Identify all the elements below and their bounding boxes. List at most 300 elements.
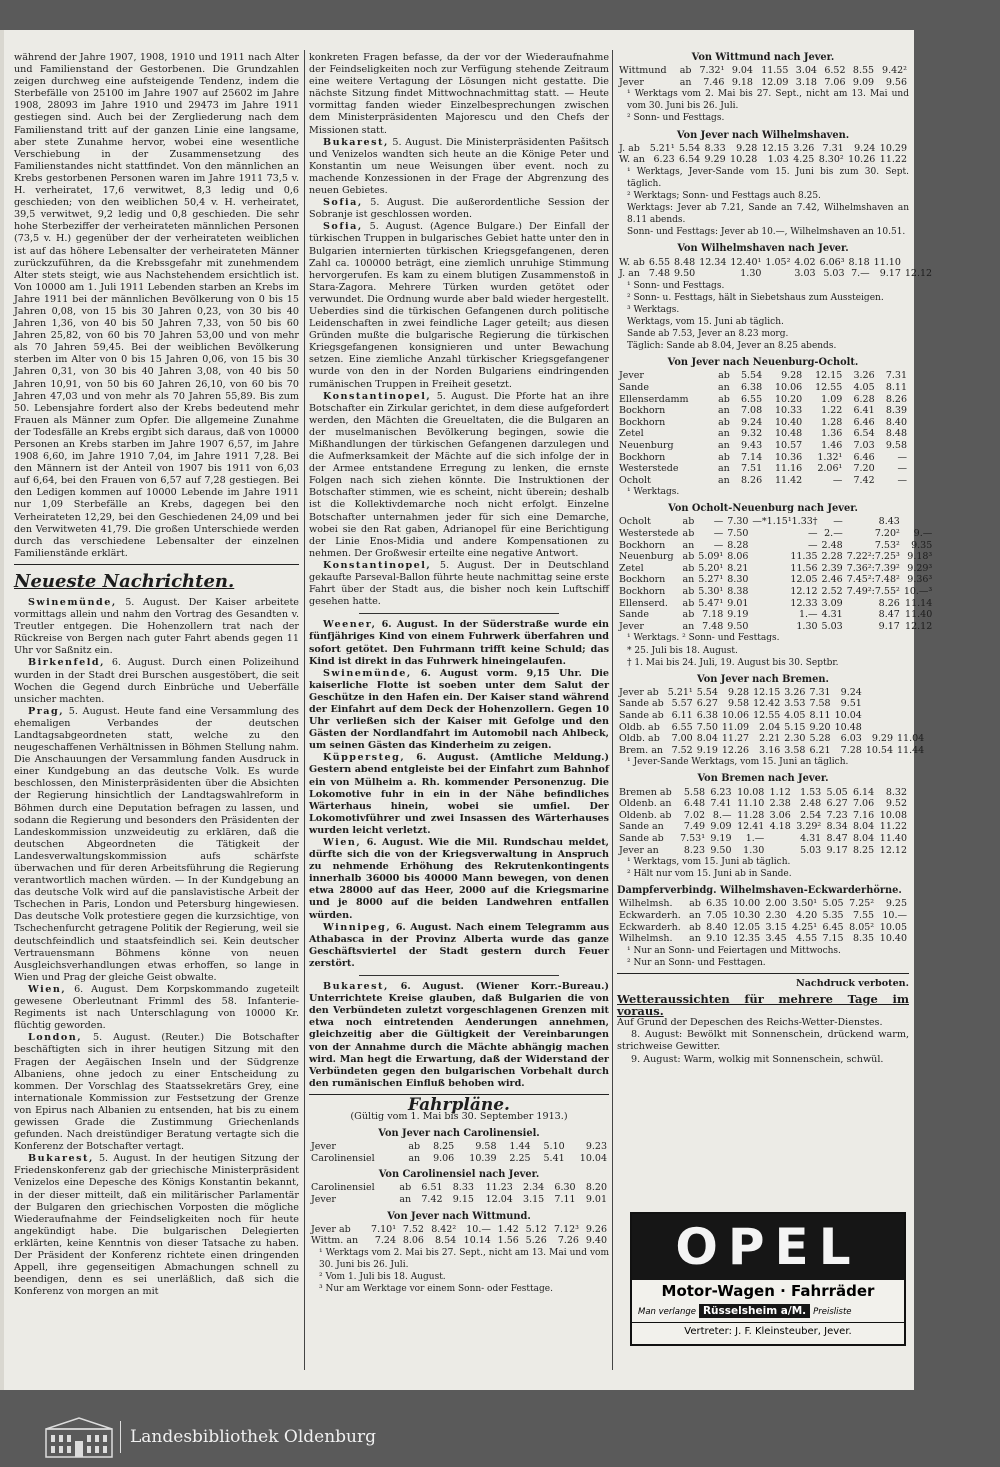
time-cell: an (718, 428, 730, 440)
time-cell: 9.50 (727, 620, 749, 632)
time-cell: an (718, 381, 730, 393)
column-rule (612, 50, 613, 1370)
timetable-row (617, 810, 909, 822)
time-cell: 6.06³ (819, 256, 845, 268)
time-cell: 9.24 (840, 686, 862, 698)
time-cell: 4.25 (793, 154, 815, 166)
time-cell: 5.41 (543, 1152, 565, 1164)
news-item: Wien, 6. August. Dem Korpskommando zugeteilt gewesene Oberleutnant Frimml des 58. Infanterie-Regiments ist nach Unterschlagung von 10000 Kr. flüchtig geworden. (14, 983, 299, 1032)
footnote: ¹ Werktags vom 2. Mai bis 27. Sept., nicht am 13. Mai und vom 30. Juni bis 26. Juli. (627, 89, 909, 112)
time-cell: 7.00 (671, 733, 693, 745)
time-cell: 9.15 (452, 1194, 474, 1206)
ad-pricelist-line: Man verlange Rüsselsheim a/M. Preisliste (638, 1305, 852, 1317)
station-cell: Neuenburg (619, 551, 674, 563)
timetable-row (617, 440, 909, 452)
station-cell: Zetel (619, 562, 644, 574)
time-cell: 5.57 (671, 698, 693, 710)
time-cell: 9.19 (710, 832, 732, 844)
time-cell: 8.06 (402, 1235, 424, 1247)
timetable-title: Von Jever nach Neuenburg-Ocholt. (667, 357, 859, 369)
footnotes (309, 1247, 609, 1295)
news-item: Bukarest, 5. August. In der heutigen Sitzung der Friedenskonferenz gab der griechische Ministerpräsident Venizelos eine Depesche des Königs Konstantin bekannt, in der dieser mitteilt, daß ein militärischer Parlamentär der Bulgaren den griechischen Vorposten die mögliche Wiederaufnahme der Feindseligkeiten noch für heute angekündigt habe. Die bulgarischen Delegierten erklärten, keine Kenntnis von dieser Tatsache zu haben. Der Präsident der Konferenz richtete einen dringenden Appell, ihre gegenseitigen Abmachungen schnell zu beendigen, denn es sei unerläßlich, daß sich die Konferenz von morgen an mit (14, 1153, 299, 1298)
time-cell: 4.31 (821, 609, 843, 621)
timetable-row (617, 268, 934, 280)
time-cell: 10.40 (879, 933, 907, 945)
station-cell: Oldenb. an (619, 798, 672, 810)
time-cell: 6.46 (853, 451, 875, 463)
time-cell (766, 833, 792, 845)
time-cell: 9.52 (885, 798, 907, 810)
time-cell: 6.21 (809, 744, 831, 756)
time-cell: 12.40¹ (730, 256, 762, 268)
time-cell: 10.08 (737, 786, 765, 798)
timetable-row (617, 821, 909, 833)
time-cell: 3.04 (795, 65, 817, 77)
time-cell: 3.09 (821, 597, 843, 609)
footnote: Sonn- und Festtags: Jever ab 10.—, Wilhelmshaven an 10.51. (627, 227, 906, 238)
time-cell: 7.20 (853, 463, 875, 475)
time-cell: 9.28 (781, 370, 803, 382)
time-cell: — (808, 528, 818, 540)
article-krebs: während der Jahre 1907, 1908, 1910 und 1911 nach Alter und Familienstand der Gestorbenen. Die Grundzahlen zeigen durchweg eine aufsteigende Tendenz, indem die Sterbefälle von 25100 im Jahre 1907 auf 25602 im Jahre 1908, 28093 im Jahre 1910 und 29473 im Jahre 1911 gestiegen sind. Auch bei der Zergliederung nach dem Familienstand tritt auf der ganzen Linie eine langsame, aber stete Zunahme hervor, wobei eine wesentliche Verschiebung in der Zusammensetzung des Familienstandes nicht stattfindet. Von den männlichen an Krebs gestorbenen Personen waren im Jahre 1911 73,5 v. H. verheiratet, 17,6 verwitwet, 8,3 ledig und 0,6 geschieden; von den weiblichen 50,4 v. H. verheiratet, 39,5 verwitwet, 9,2 ledig und 0,8 geschieden. Die sehr hohe Sterbeziffer der verheirateten männlichen Personen (73,5 v. H.) gegenüber der der verheirateten weiblichen ist auf das höhere Lebensalter der verheirateten Männer zurückzuführen, da die Krebssgefahr mit zunehmendem Alter stets steigt, wie aus Nachstehendem ersichtlich ist. Von 10000 am 1. Juli 1911 Lebenden starben an Krebs im Jahre 1911 bei der männlichen Bevölkerung von 0 bis 15 Jahren 0,08, von 15 bis 30 Jahren 0,23, von 30 bis 40 Jahren 1,36, von 40 bis 50 Jahren 7,33, von 50 bis 60 Jahren 25,82, von 60 bis 70 Jahren 53,00 und von mehr als 70 Jahren 59,45. Bei der weiblichen Bevölkerung sterben im Alter von 0 bis 15 Jahren 0,06, von 15 bis 30 Jahren 0,31, von 30 bis 40 Jahren 3,08, von 40 bis 50 Jahren 10,91, von 50 bis 60 Jahren 26,10, von 60 bis 70 Jahren 47,03 und von mehr als 70 Jahren 55,89. Bis zum 50. Lebensjahre fordert also der Krebs bedeutend mehr Frauen als Männer zum Opfer. Die allgemeine Zunahme der Todesfälle an Krebs ergibt sich daraus, daß von 10000 Personen an Krebs starben im Jahre 1907 6,57, im Jahre 1908 6,60, im Jahre 1910 7,04, im Jahre 1911 7,28. Bei den Männern ist der Anteil von 1907 bis 1911 von 6,03 auf 6,64, bei den Frauen von 6,57 auf 7,28 gestiegen. Bei den Ledigen kommen auf 10000 Lebende im Jahre 1911 nur 1,09 Sterbefälle an Krebs, dagegen bei den Verheirateten 12,29, bei den Geschiedenen 24,09 und bei den Verwitweten 41,79. Die großen Unterschiede werden durch das verschiedene Lebensalter der einzelnen Familienstände erklärt. (14, 52, 299, 559)
time-cell: 8.40 (885, 416, 907, 428)
station-cell: Bremen ab (619, 786, 672, 798)
reprint-notice: Nachdruck verboten. (795, 977, 909, 989)
timetable-row (617, 687, 926, 699)
time-cell: 10.05 (879, 921, 907, 933)
time-cell: 7.31 (809, 686, 831, 698)
time-cell: 3.26 (784, 686, 806, 698)
timetable-title: Von Ocholt-Neuenburg nach Jever. (668, 503, 858, 515)
station-cell: Jever (311, 1194, 336, 1206)
time-cell: 8.26 (885, 393, 907, 405)
time-cell: 6.03 (840, 733, 862, 745)
time-cell: 3.26 (853, 370, 875, 382)
time-cell: 12.33 (790, 597, 818, 609)
timetable (309, 1182, 609, 1205)
bulletin-item: Weener, 6. August. In der Süderstraße wurde ein fünfjähriges Kind von einem Fuhrwerk überfahren und sofort getötet. Den Fuhrmann trifft keine Schuld; das Kind ist direkt in das Fuhrwerk hineingelaufen. (309, 619, 610, 667)
footnote: ¹ Werktags, Jever-Sande vom 15. Juni bis zum 30. Sept. täglich. (627, 166, 909, 189)
time-cell: 1.03 (767, 154, 789, 166)
timetable-row (617, 540, 934, 552)
time-cell: 3.26 (793, 142, 815, 154)
time-cell: 10.04 (579, 1152, 607, 1164)
time-cell: 8.23 (683, 844, 706, 856)
weather-forecast: 9. August: Warm, wolkig mit Sonnenschein, schwül. (631, 1053, 884, 1065)
time-cell: 6.41 (853, 405, 875, 417)
timetable-row (617, 898, 909, 910)
time-cell: 12.04 (485, 1194, 513, 1206)
timetable-row (617, 428, 909, 440)
time-cell: 7.16 (852, 809, 875, 821)
time-cell: 7.28 (840, 744, 862, 756)
time-cell: 8.26 (740, 474, 763, 486)
time-cell: 8.04 (852, 821, 875, 833)
time-cell: 2.54 (800, 809, 822, 821)
time-cell: 8.25 (433, 1141, 455, 1153)
time-cell: 1.30 (796, 620, 818, 632)
footnotes (617, 88, 909, 124)
time-cell: 10.48 (775, 428, 803, 440)
timetable-title: Von Jever nach Carolinensiel. (378, 1128, 540, 1140)
timetable-row (617, 417, 909, 429)
time-cell: — (833, 516, 843, 528)
timetable-row (617, 733, 926, 745)
time-cell: 9.58 (885, 439, 907, 451)
time-cell: 7.50 (727, 528, 749, 540)
library-name: Landesbibliothek Oldenburg (130, 1427, 377, 1447)
station-cell: Bockhorn (619, 405, 666, 417)
timetable-row (617, 154, 909, 166)
footnotes (617, 945, 909, 969)
timetable-row (617, 710, 926, 722)
time-cell: 4.05 (853, 381, 875, 393)
time-cell: 8.25 (852, 844, 875, 856)
station-cell: Wilhelmsh. (619, 933, 673, 945)
news-continued: konkreten Fragen befasse, da der vor der Wiederaufnahme der Feindseligkeiten noch zur Verfügung stehende Zeitraum eine weitere Vertagung der Lösungen nicht gestatte. Die nächste Sitzung findet Mittwochnachmittag statt. — Heute vormittag fanden wieder Einzelbesprechungen zwischen dem Ministerpräsidenten Majorescu und den Chefs der Missionen statt. (309, 52, 609, 136)
time-cell: — (897, 463, 907, 475)
footnote: ¹ Werktags, vom 15. Juni ab täglich. (627, 857, 791, 868)
divider (359, 975, 559, 976)
time-cell: 5.20¹ (698, 562, 724, 574)
station-cell: Sande ab (619, 832, 664, 844)
time-cell: 5.03 (823, 268, 845, 280)
time-cell: 5.54 (679, 142, 701, 154)
footnote: Täglich: Sande ab 8.04, Jever an 8.25 abends. (627, 341, 837, 352)
time-cell: an (682, 620, 695, 632)
time-cell: 5.03 (821, 620, 843, 632)
time-cell: 7.58 (809, 698, 831, 710)
time-cell: 5.54 (696, 686, 718, 698)
time-cell: 12.15 (761, 142, 789, 154)
time-cell: 5.12 (525, 1223, 547, 1235)
time-cell: 2.34 (523, 1182, 545, 1194)
time-cell: 7.42 (421, 1194, 443, 1206)
timetable-row (309, 1224, 609, 1236)
time-cell: 8.42² (431, 1223, 457, 1235)
time-cell: 10.— (882, 909, 907, 921)
time-cell: 3.15 (765, 921, 787, 933)
time-cell: 12.15 (753, 686, 781, 698)
time-cell: — (897, 474, 907, 486)
time-cell (697, 268, 728, 280)
timetable-title: Von Jever nach Bremen. (697, 673, 829, 685)
footnote: ¹ Werktags. (627, 487, 680, 498)
footnote: ² Werktags; Sonn- und Festtags auch 8.25. (627, 191, 821, 202)
time-cell: 12.41 (737, 821, 765, 833)
time-cell: 4.25¹ (792, 921, 818, 933)
timetable (617, 687, 926, 757)
time-cell: 6.30 (554, 1182, 576, 1194)
time-cell: 5.35 (822, 909, 844, 921)
time-cell: 9.17 (826, 844, 848, 856)
time-cell: 2.06¹ (817, 463, 843, 475)
time-cell: 5.05 (822, 898, 844, 910)
time-cell: 1.22 (821, 405, 843, 417)
time-cell: — (713, 539, 724, 551)
time-cell: — (808, 539, 818, 551)
time-cell: 9.17 (878, 620, 900, 632)
bulletin-item: Swinemünde, 6. August vorm. 9,15 Uhr. Die kaiserliche Flotte ist soeben unter dem Salut der Geschütze in den Hafen ein. Der Kaiser stand während der Einfahrt auf dem Deck der Hohenzollern. Gegen 10 Uhr verließen sich der Kaiser mit Gefolge und den Gästen der Nordlandfahrt im Automobil nach Ahlbeck, um seinen Gästen das Kinderheim zu zeigen. (309, 667, 609, 752)
time-cell: 5.15 (784, 721, 806, 733)
timetable-row (617, 574, 934, 586)
timetable-row (617, 516, 934, 528)
time-cell: 9.29 (871, 733, 894, 745)
station-cell: Zetel (619, 428, 644, 440)
time-cell: 7.12³ (554, 1223, 579, 1235)
time-cell: 6.54 (679, 154, 701, 166)
time-cell: 9.24 (740, 416, 763, 428)
station-cell: Oldb. ab (619, 733, 660, 745)
time-cell: ab (682, 609, 695, 621)
timetable-row (617, 528, 934, 540)
time-cell: 5.26 (525, 1235, 547, 1247)
station-cell: Ocholt (619, 516, 651, 528)
ad-representative: Vertreter: J. F. Kleinsteuber, Jever. (632, 1322, 904, 1337)
station-cell: Sande (619, 381, 649, 393)
time-cell: 8.34 (826, 821, 848, 833)
footnote: ¹ Sonn- und Festtags. (627, 280, 725, 291)
time-cell: 3.29² (796, 821, 822, 833)
weather-source: Auf Grund der Depeschen des Reichs-Wetter-Dienstes. (617, 1017, 883, 1029)
timetable-row (309, 1141, 609, 1153)
station-cell: Westerstede (619, 463, 679, 475)
station-cell: Wittm. an (311, 1235, 359, 1247)
time-cell: 9.01 (727, 597, 749, 609)
timetable-title: Von Wittmund nach Jever. (691, 52, 835, 63)
time-cell: an (682, 574, 695, 586)
station-cell: Westerstede (619, 528, 679, 540)
time-cell: 7.31 (885, 370, 907, 382)
time-cell: 9.20 (809, 721, 831, 733)
time-cell: ab (718, 416, 730, 428)
time-cell: 7.41 (710, 798, 732, 810)
time-cell: 5.21¹ (667, 686, 693, 698)
time-cell: 7.46 (703, 76, 725, 88)
divider (617, 973, 909, 974)
time-cell: 9.36³ (907, 574, 933, 586)
time-cell: 8.30² (818, 154, 844, 166)
time-cell: 11.22 (879, 821, 907, 833)
time-cell: 1.30 (740, 268, 762, 280)
station-cell: Carolinensiel (311, 1152, 375, 1164)
time-cell: 5.03 (800, 844, 822, 856)
divider (14, 564, 299, 565)
news-item: Konstantinopel, 5. August. Die Pforte hat an ihre Botschafter ein Zirkular gerichtet, in dem diese aufgefordert werden, den Mächten die Greueltaten, die die Bulgaren an der muselmanischen Bevölkerung begingen, sowie die Mißhandlungen der türkischen Gefangenen darzulegen und die Aufmerksamkeit der Mächte auf die sich infolge der in der Armee entstandene Erregung zu lenken, die ernste Folgen nach sich ziehen könnte. Die Instruktionen der Botschafter stimmen, wie es scheint, nicht überein; deshalb ist die Kollektivdemarche noch nicht erfolgt. Einzelne Botschafter unternahmen jeder für sich eine Demarche, wobei sie den Rat gaben, Adrianopel für eine Berichtigung der Linie Enos-Midia und andere Kompensationen zu nehmen. Der Großwesir erteilte eine negative Antwort. (309, 390, 609, 559)
time-cell: 9.56 (885, 76, 907, 88)
time-cell: 3.45 (765, 933, 787, 945)
time-cell: 12.12 (905, 620, 933, 632)
time-cell: 7.05 (706, 909, 728, 921)
station-cell: J. ab (619, 142, 640, 154)
time-cell: 1.05² (765, 256, 791, 268)
time-cell: 7.06 (824, 76, 846, 88)
footnotes (617, 280, 909, 353)
timetable-row (617, 475, 909, 487)
time-cell: 11.23 (485, 1182, 513, 1194)
time-cell: ab (682, 597, 695, 609)
time-cell: 7.42 (853, 474, 875, 486)
time-cell: 2.30 (765, 909, 787, 921)
time-cell: 12.55 (753, 709, 781, 721)
news-item: Prag, 5. August. Heute fand eine Versammlung des ehemaligen Verbandes der deutschen Landtagsabgeordneten statt, welche zu den neugeschaffenen Verhältnissen in Böhmen Stellung nahm. Die Anschauungen der Versammlung fanden Ausdruck in einer Kundgebung an das deutsche Volk. Es wurde beschlossen, den Ministerpräsidenten über die Absichten der Regierung hinsichtlich der Landtagswahlreform in Böhmen durch eine Deputation befragen zu lassen, und sodann die Regierung und besonders den Präsidenten der Landeskommission unzweideutig zu erklären, daß die deutschen Abgeordneten die Tätigkeit der Landesverwaltungskommission aufs schärfste überwachen und für deren Arbeitsführung die Regierung verantwortlich machen würden. — In der Kundgebung an das deutsche Volk wird auf die panslavistische Arbeit der Tschechen in Paris, London und Petersburg hingewiesen. Das deutsche Volk protestiere gegen die kurzsichtige, von Tschechenfurcht getragene Politik der Regierung, weil sie deutschfeindlich und staatsfeindlich sei. Kein deutscher Vertrauensmann Böhmens könne von neuen Ausgleichsverhandlungen etwas erhoffen, so lange in Wien und Prag der gleiche Geist obwalte. (14, 705, 299, 983)
time-cell: 9.28 (727, 686, 750, 698)
time-cell: 11.04 (897, 733, 925, 745)
time-cell: 7.36²:7.39² (846, 562, 900, 574)
time-cell: 10.— (466, 1223, 491, 1235)
time-cell: 5.28 (809, 733, 831, 745)
time-cell: 6.23 (653, 154, 675, 166)
time-cell: 10.33 (775, 405, 803, 417)
time-cell: 11.40 (905, 609, 933, 621)
time-cell: 11.42 (775, 474, 803, 486)
time-cell: 6.51 (421, 1182, 443, 1194)
time-cell: 11.10 (737, 798, 765, 810)
time-cell: 10.14 (463, 1235, 491, 1247)
time-cell: 8.21 (727, 562, 749, 574)
time-cell: 7.31 (822, 142, 844, 154)
time-cell: 6.14 (852, 786, 875, 798)
time-cell: 12.05 (732, 921, 761, 933)
time-cell: 3.58 (784, 744, 806, 756)
time-cell: ab (689, 898, 701, 910)
time-cell: ab (408, 1141, 421, 1153)
footnote: * 25. Juli bis 18. August. (627, 645, 738, 656)
timetable-row (309, 1235, 609, 1247)
station-cell: Jever (619, 370, 644, 382)
footnote: ² Sonn- u. Festtags, hält in Siebetshaus zum Aussteigen. (627, 292, 884, 303)
time-cell: 6.38 (696, 709, 718, 721)
time-cell: 3.06 (769, 809, 791, 821)
station-cell: Ellenserd. (619, 597, 668, 609)
timetable-row (617, 910, 909, 922)
time-cell: 9.09 (710, 821, 732, 833)
time-cell: 2.— (824, 528, 843, 540)
time-cell: 9.10 (706, 933, 728, 945)
weather-forecast: 8. August: Bewölkt mit Sonnenschein, drückend warm, strichweise Gewitter. (617, 1029, 909, 1053)
time-cell: 7.45²:7.48² (846, 574, 900, 586)
time-cell: 10.26 (848, 154, 876, 166)
time-cell: 7.10¹ (371, 1223, 397, 1235)
footnotes (617, 632, 909, 668)
time-cell: 12.42 (753, 698, 781, 710)
time-cell: an (679, 76, 692, 88)
station-cell: Eckwarderh. (619, 909, 681, 921)
station-cell: Oldb. ab (619, 721, 660, 733)
footnote: Werktags: Jever ab 7.21, Sande an 7.42, Wilhelmshaven an 8.11 abends. (627, 203, 909, 226)
timetable (617, 143, 909, 166)
bulletin-item: Küppersteg, 6. August. (Amtliche Meldung.) Gestern abend entgleiste bei der Einfahrt zum Bahnhof ein von Mülheim a. Rh. kommender Personenzug. Die Lokomotive fuhr in ein in der Nähe befindliches Wärterhaus hinein, wobei sie umfiel. Der Lokomotivführer und zwei Insassen des Wärterhauses wurden leicht verletzt. (309, 752, 610, 836)
time-cell: 12.55 (815, 381, 843, 393)
time-cell: 9.04 (731, 65, 753, 77)
time-cell: 4.55 (795, 933, 818, 945)
time-cell: 7.20² (874, 528, 900, 540)
time-cell: 2.00 (765, 898, 787, 910)
time-cell: 12.12 (879, 844, 907, 856)
time-cell: 7.06 (852, 798, 875, 810)
time-cell: 4.02 (794, 256, 816, 268)
library-building-icon (44, 1415, 114, 1459)
timetable-title: Dampferverbindg. Wilhelmshaven-Eckwarderhörne. (617, 885, 902, 897)
footnote: ³ Werktags. (627, 304, 680, 315)
time-cell: 11.14 (905, 597, 933, 609)
opel-logo: OPEL (632, 1214, 904, 1280)
news-item: Birkenfeld, 6. August. Durch einen Polizeihund wurden in der Stadt drei Burschen ausgestöbert, die seit Wochen die Gegend durch Einbrüche und Ueberfälle unsicher machten. (14, 657, 299, 705)
timetable-title: Von Jever nach Wittmund. (387, 1210, 531, 1222)
footer-divider (120, 1421, 121, 1453)
timetable-title: Von Wilhelmshaven nach Jever. (677, 243, 849, 255)
time-cell: 7.25² (849, 898, 875, 910)
station-cell: Bockhorn (619, 416, 666, 428)
time-cell: 7.11 (554, 1194, 576, 1206)
time-cell: 9.50 (710, 844, 732, 856)
time-cell: 1.— (745, 832, 765, 844)
footnote: ² Vom 1. Juli bis 18. August. (319, 1272, 446, 1283)
time-cell: 6.27 (696, 698, 718, 710)
timetable-row (617, 922, 909, 934)
time-cell: 9.24 (854, 142, 876, 154)
time-cell: 2.38 (769, 798, 791, 810)
time-cell: 6.46 (853, 416, 875, 428)
time-cell: 8.04 (852, 832, 875, 844)
divider (359, 613, 559, 614)
time-cell: 7.14 (740, 451, 763, 463)
time-cell: 2.39 (821, 562, 843, 574)
time-cell: 5.58 (683, 786, 706, 798)
time-cell: 10.40 (775, 416, 803, 428)
timetable (617, 898, 909, 944)
timetable-row (309, 1182, 609, 1194)
column-middle (309, 52, 609, 1370)
time-cell: 11.09 (721, 721, 750, 733)
time-cell: 6.28 (853, 393, 875, 405)
time-cell: 7.— (851, 268, 870, 280)
news-item: Konstantinopel, 5. August. Der in Deutschland gekaufte Parseval-Ballon führte heute nachmittag seine erste Fahrt über der Stadt aus, die bisher noch kein Luftschiff gesehen hatte. (309, 559, 609, 608)
time-cell (766, 845, 792, 857)
timetable-row (617, 452, 909, 464)
time-cell: 10.00 (732, 898, 761, 910)
time-cell: 11.40 (879, 832, 907, 844)
time-cell: 8.39 (885, 405, 907, 417)
time-cell: 10.48 (834, 721, 862, 733)
time-cell: 9.19 (727, 609, 749, 621)
column-left (14, 52, 299, 1370)
time-cell: 6.55 (648, 256, 671, 268)
time-cell: ab (679, 65, 692, 77)
time-cell: 9.17 (879, 268, 901, 280)
time-cell: 11.28 (737, 809, 765, 821)
time-cell: 2.30 (784, 733, 806, 745)
timetable-row (617, 845, 909, 857)
ad-products: Motor-Wagen · Fahrräder (661, 1282, 875, 1300)
time-cell: 3.15 (523, 1194, 545, 1206)
footnote: Werktags, vom 15. Juni ab täglich. (627, 316, 784, 327)
timetable (309, 1141, 609, 1164)
station-cell: Jever (619, 620, 644, 632)
time-cell: 7.50 (696, 721, 718, 733)
time-cell: 10.08 (879, 809, 907, 821)
time-cell: 11.27 (721, 733, 750, 745)
timetable-row (617, 394, 909, 406)
time-cell: 2.52 (821, 586, 843, 598)
news-item: London, 5. August. (Reuter.) Die Botschafter beschäftigten sich in ihrer heutigen Sitzung mit den Fragen der Aegäischen Inseln und der Südgrenze Albaniens, ohne jedoch zu einer Entscheidung zu kommen. Der Vorschlag des Staatssekretärs Grey, eine internationale Kommission zur Festsetzung der Grenze von Epirus nach Albanien zu entsenden, hat bis zu einem gewissen Grade die Zustimmung Griechenlands gefunden. Nach dreistündiger Beratung vertagte sich die Konferenz der Botschafter vertagt. (14, 1032, 299, 1153)
station-cell: Sande (619, 609, 649, 621)
time-cell: 6.48 (683, 798, 706, 810)
time-cell: 12.12 (790, 586, 818, 598)
station-cell: Ellenserdamm (619, 393, 689, 405)
time-cell: 8.20 (585, 1182, 607, 1194)
station-cell: Bockhorn (619, 574, 666, 586)
